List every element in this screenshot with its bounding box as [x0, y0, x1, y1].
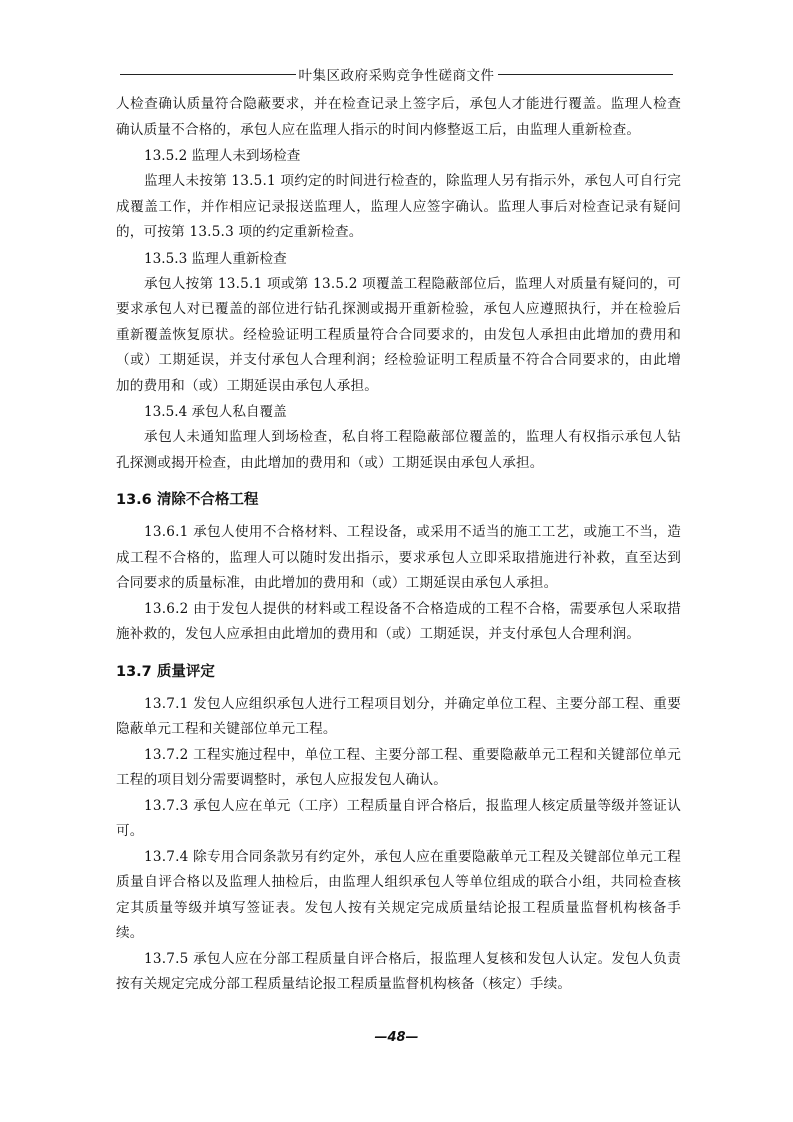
- paragraph-continued: 人检查确认质量符合隐蔽要求，并在检查记录上签字后，承包人才能进行覆盖。监理人检查确认质量不合格的，承包人应在监理人指示的时间内修整返工后，由监理人重新检查。: [116, 96, 681, 138]
- page-number: —48—: [374, 1030, 419, 1045]
- page-content: [116, 92, 681, 998]
- paragraph-13-5-3: 承包人按第 13.5.1 项或第 13.5.2 项覆盖工程隐蔽部位后，监理人对质量有疑问的，可要求承包人对已覆盖的部位进行钻孔探测或揭开重新检验，承包人应遵照执行，并在检验后重新覆盖恢复原状。经检验证明工程质量符合合同要求的，由发包人承担由此增加的费用和（或）工期延误，并支付承包人合理利润；经检验证明工程质量不符合合同要求的，由此增加的费用和（或）工期延误由承包人承担。: [116, 275, 681, 394]
- paragraph-13-7-4: 13.7.4 除专用合同条款另有约定外，承包人应在重要隐蔽单元工程及关键部位单元工程质量自评合格以及监理人抽检后，由监理人组织承包人等单位组成的联合小组，共同检查核定其质量等级并填写签证表。发包人按有关规定完成质量结论报工程质量监督机构核备手续。: [116, 848, 681, 941]
- header-rule-left: [120, 74, 296, 75]
- paragraph-13-5-2: 监理人未按第 13.5.1 项约定的时间进行检查的，除监理人另有指示外，承包人可自行完成覆盖工作，并作相应记录报送监理人，监理人应签字确认。监理人事后对检查记录有疑问的，可按第 13.5.3 项的约定重新检查。: [116, 173, 681, 240]
- paragraph-13-7-1: 13.7.1 发包人应组织承包人进行工程项目划分，并确定单位工程、主要分部工程、重要隐蔽单元工程和关键部位单元工程。: [116, 695, 681, 737]
- paragraph-13-6-2: 13.6.2 由于发包人提供的材料或工程设备不合格造成的工程不合格，需要承包人采取措施补救的，发包人应承担由此增加的费用和（或）工期延误，并支付承包人合理利润。: [116, 600, 681, 642]
- paragraph-13-6-1: 13.6.1 承包人使用不合格材料、工程设备，或采用不适当的施工工艺，或施工不当，造成工程不合格的，监理人可以随时发出指示，要求承包人立即采取措施进行补救，直至达到合同要求的质量标准，由此增加的费用和（或）工期延误由承包人承担。: [116, 524, 681, 591]
- paragraph-13-7-5: 13.7.5 承包人应在分部工程质量自评合格后，报监理人复核和发包人认定。发包人负责按有关规定完成分部工程质量结论报工程质量监督机构核备（核定）手续。: [116, 950, 681, 992]
- document-title: 叶集区政府采购竞争性磋商文件: [298, 68, 495, 84]
- page-header: [120, 62, 673, 86]
- paragraph-13-7-3: 13.7.3 承包人应在单元（工序）工程质量自评合格后，报监理人核定质量等级并签证认可。: [116, 797, 681, 839]
- section-13-7-heading: 13.7 质量评定: [116, 663, 215, 680]
- header-rule-right: [498, 74, 674, 75]
- paragraph-13-7-2: 13.7.2 工程实施过程中，单位工程、主要分部工程、重要隐蔽单元工程和关键部位单元工程的项目划分需要调整时，承包人应报发包人确认。: [116, 746, 681, 788]
- section-13-6-heading: 13.6 清除不合格工程: [116, 492, 259, 508]
- subsection-13-5-4-title: 13.5.4 承包人私自覆盖: [144, 404, 287, 420]
- paragraph-13-5-4: 承包人未通知监理人到场检查，私自将工程隐蔽部位覆盖的，监理人有权指示承包人钻孔探测或揭开检查，由此增加的费用和（或）工期延误由承包人承担。: [116, 429, 681, 471]
- subsection-13-5-3-title: 13.5.3 监理人重新检查: [144, 250, 287, 267]
- subsection-13-5-2-title: 13.5.2 监理人未到场检查: [144, 148, 301, 164]
